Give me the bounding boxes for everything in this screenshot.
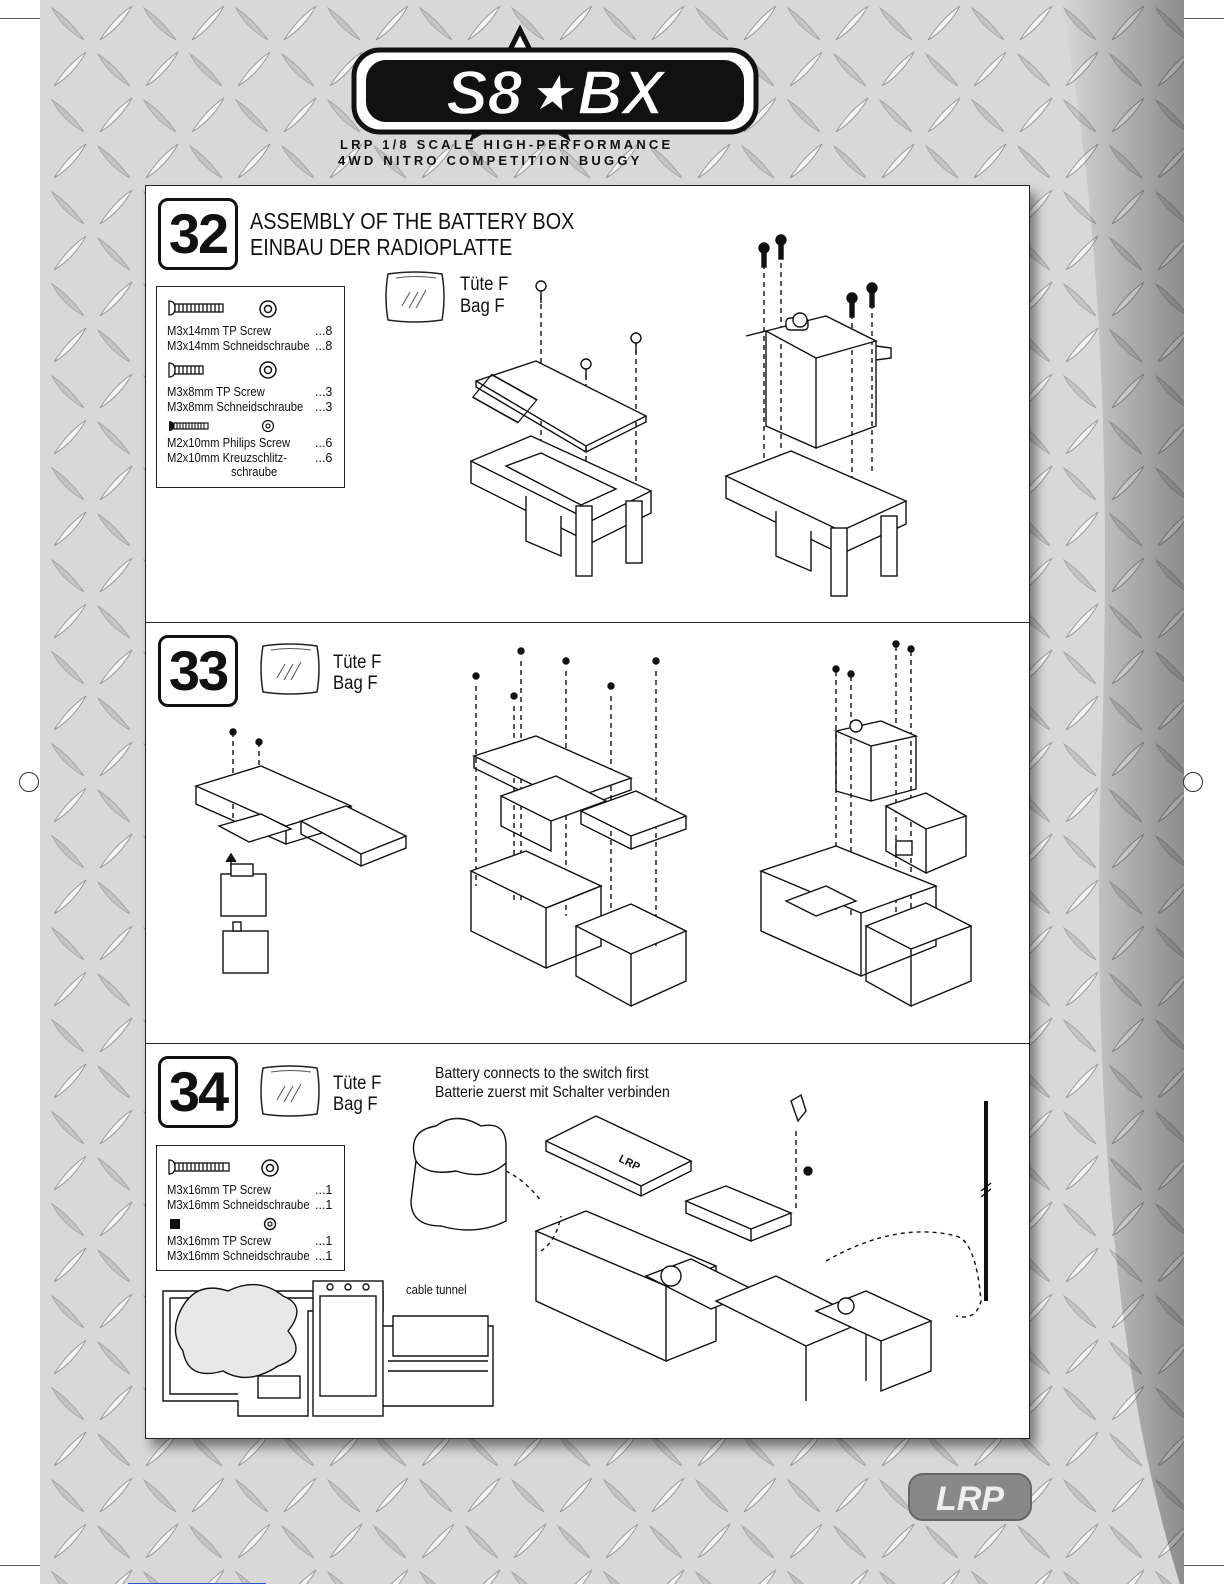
switch-box-illustration [191, 726, 411, 981]
small-washer-icon [261, 419, 275, 433]
square-nut-icon [169, 1218, 181, 1230]
tp-screw-short-icon [167, 361, 207, 379]
bag-label-de: Tüte F [333, 652, 382, 673]
step-number-badge: 32 [158, 198, 238, 270]
crop-mark [1184, 1565, 1224, 1566]
bag-icon [257, 642, 323, 696]
bag-icon [257, 1064, 323, 1118]
part-name-en: M2x10mm Philips Screw [167, 436, 291, 450]
bag-icon [382, 270, 448, 324]
crop-mark [0, 1565, 40, 1566]
s8bx-logo [340, 28, 770, 140]
part-name-en: M3x16mm TP Screw [167, 1183, 271, 1197]
part-qty-de: ...6 [315, 451, 333, 465]
crop-mark [1184, 18, 1224, 19]
part-qty-en: ...3 [315, 385, 333, 399]
part-name-de: M3x16mm Schneidschraube [167, 1249, 310, 1263]
step-divider [146, 622, 1029, 623]
step-divider [146, 1043, 1029, 1044]
bag-label-en: Bag F [460, 296, 505, 317]
bag-label-de: Tüte F [460, 274, 509, 295]
part-name-de: M3x16mm Schneidschraube [167, 1198, 310, 1212]
logo-text: S8★BX [446, 59, 664, 128]
part-name-en: M3x14mm TP Screw [167, 324, 271, 338]
washer-icon [258, 360, 278, 380]
registration-mark [19, 772, 39, 792]
part-qty-en: ...8 [315, 324, 333, 338]
registration-mark [1183, 772, 1203, 792]
part-qty-en: ...1 [315, 1234, 333, 1248]
part-qty-en: ...6 [315, 436, 333, 450]
step-number-badge: 33 [158, 635, 238, 707]
part-name-de: M3x8mm Schneidschraube [167, 400, 304, 414]
part-name-de: M3x14mm Schneidschraube [167, 339, 310, 353]
part-qty-en: ...1 [315, 1183, 333, 1197]
washer-icon [258, 299, 278, 319]
tp-screw-icon [167, 299, 227, 317]
part-name-en: M3x16mm TP Screw [167, 1234, 271, 1248]
lrp-logo [905, 1470, 1035, 1525]
small-washer-icon [263, 1217, 277, 1231]
bag-label-de: Tüte F [333, 1073, 382, 1094]
tagline-line-1: LRP 1/8 SCALE HIGH-PERFORMANCE [340, 137, 674, 152]
step-title-en: ASSEMBLY OF THE BATTERY BOX [250, 208, 575, 234]
servo-receiver-illustration [756, 641, 986, 1026]
washer-icon [260, 1158, 280, 1178]
tp-screw-icon [167, 1158, 233, 1176]
crop-mark [0, 18, 40, 19]
box-lid-illustration [466, 646, 696, 1021]
part-qty-de: ...1 [315, 1249, 333, 1263]
philips-screw-icon [167, 419, 211, 433]
servo-box-illustration [716, 236, 916, 611]
part-name-de: M2x10mm Kreuzschlitz- [167, 451, 288, 465]
parts-list [156, 1145, 345, 1271]
radio-box-assembly-illustration [396, 1101, 1026, 1401]
svg-text:LRP: LRP [616, 1152, 642, 1174]
part-name-en: M3x8mm TP Screw [167, 385, 265, 399]
battery-box-plate-illustration [466, 271, 666, 601]
bag-label-en: Bag F [333, 673, 378, 694]
note-en: Battery connects to the switch first [435, 1065, 649, 1082]
parts-list [156, 286, 345, 488]
step-number-badge: 34 [158, 1056, 238, 1128]
svg-text:LRP: LRP [936, 1480, 1004, 1518]
part-qty-de: ...3 [315, 400, 333, 414]
note-de: Batterie zuerst mit Schalter verbinden [435, 1084, 670, 1101]
cable-tunnel-label: cable tunnel [406, 1283, 467, 1297]
part-name-de-continued: schraube [231, 465, 278, 479]
bag-label-en: Bag F [333, 1094, 378, 1115]
instruction-panel [145, 185, 1030, 1439]
part-qty-de: ...8 [315, 339, 333, 353]
step-title-de: EINBAU DER RADIOPLATTE [250, 234, 513, 260]
tagline-line-2: 4WD NITRO COMPETITION BUGGY [338, 153, 643, 168]
part-qty-de: ...1 [315, 1198, 333, 1212]
